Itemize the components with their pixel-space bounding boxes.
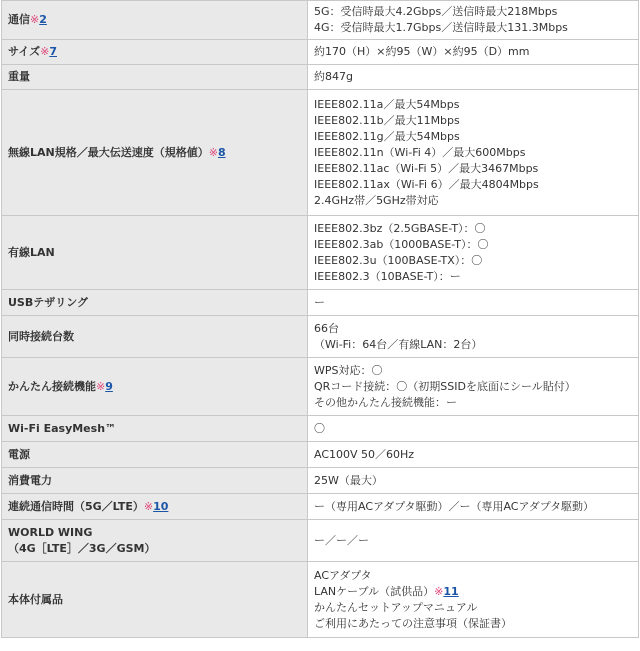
note-mark: ※ (143, 499, 154, 513)
value-line: IEEE802.11a／最大54Mbps (314, 97, 460, 111)
value-line: IEEE802.11b／最大11Mbps (314, 113, 460, 127)
row-value (308, 290, 639, 316)
note-mark: ※ (434, 584, 444, 598)
note-mark: ※ (208, 145, 218, 159)
row-label (2, 90, 308, 216)
label-text: USBテザリング (8, 295, 89, 309)
label-subtext: （4G［LTE］／3G／GSM） (8, 541, 156, 555)
value-line: 66台 (314, 321, 339, 335)
row-power (2, 442, 639, 468)
row-accessories (2, 562, 639, 638)
row-value (308, 562, 639, 638)
row-usb-tethering (2, 290, 639, 316)
row-label (2, 316, 308, 358)
value-line: （Wi-Fi：64台／有線LAN：2台） (314, 337, 483, 351)
row-consumption (2, 468, 639, 494)
row-value (308, 40, 639, 65)
label-text: 連続通信時間（5G／LTE） (8, 499, 144, 513)
label-text: 同時接続台数 (8, 329, 74, 343)
row-world-wing (2, 520, 639, 562)
value-line: IEEE802.11n（Wi-Fi 4）／最大600Mbps (314, 145, 526, 159)
label-text: 重量 (8, 70, 30, 83)
note-mark: ※ (40, 45, 50, 58)
row-tsushin (2, 1, 639, 40)
note-link[interactable]: 2 (39, 13, 47, 26)
row-label (2, 1, 308, 40)
row-value (308, 468, 639, 494)
value-line: IEEE802.3（10BASE-T）：ー (314, 269, 461, 283)
label-text: 電源 (8, 447, 30, 461)
note-link[interactable]: 11 (443, 584, 459, 598)
row-label (2, 442, 308, 468)
label-text: サイズ (8, 45, 41, 58)
row-value (308, 90, 639, 216)
row-label (2, 40, 308, 65)
label-text: 無線LAN規格／最大伝送速度（規格値） (8, 145, 209, 159)
note-mark: ※ (96, 379, 106, 393)
value-line: IEEE802.11ac（Wi-Fi 5）／最大3467Mbps (314, 161, 539, 175)
value-line: 〇 (314, 421, 325, 435)
value-line: IEEE802.3u（100BASE-TX）：〇 (314, 253, 483, 267)
value-line: 約847g (314, 70, 353, 83)
row-value (308, 1, 639, 40)
value-line: IEEE802.3ab（1000BASE-T）：〇 (314, 237, 489, 251)
value-line: かんたんセットアップマニュアル (314, 600, 478, 614)
row-label (2, 290, 308, 316)
value-line: ー（専用ACアダプタ駆動）／ー（専用ACアダプタ駆動） (314, 499, 594, 513)
label-text: 本体付属品 (8, 592, 63, 606)
spec-table (1, 0, 639, 638)
label-text: 有線LAN (8, 245, 55, 259)
value-line: 4G：受信時最大1.7Gbps／送信時最大131.3Mbps (314, 21, 568, 34)
value-line: IEEE802.3bz（2.5GBASE-T）：〇 (314, 221, 486, 235)
row-label (2, 358, 308, 416)
row-size (2, 40, 639, 65)
row-value (308, 520, 639, 562)
row-value (308, 416, 639, 442)
value-text: LANケーブル（試供品） (314, 584, 435, 598)
note-link[interactable]: 10 (153, 499, 169, 513)
row-wired-lan (2, 216, 639, 290)
row-value (308, 216, 639, 290)
row-value (308, 358, 639, 416)
note-link[interactable]: 8 (217, 145, 226, 159)
row-label (2, 468, 308, 494)
value-line (314, 584, 632, 600)
label-text: WORLD WING (8, 525, 93, 539)
note-link[interactable]: 9 (105, 379, 113, 393)
value-line: その他かんたん接続機能：ー (314, 395, 457, 409)
value-line: 2.4GHz帯／5GHz帯対応 (314, 193, 439, 207)
row-label (2, 520, 308, 562)
value-line: AC100V 50／60Hz (314, 447, 415, 461)
value-line: WPS対応：〇 (314, 363, 383, 377)
row-label (2, 416, 308, 442)
row-value (308, 65, 639, 90)
row-value (308, 442, 639, 468)
note-mark: ※ (30, 13, 40, 26)
value-line: 5G：受信時最大4.2Gbps／送信時最大218Mbps (314, 5, 558, 18)
row-weight (2, 65, 639, 90)
note-link[interactable]: 7 (49, 45, 57, 58)
value-line: IEEE802.11ax（Wi-Fi 6）／最大4804Mbps (314, 177, 539, 191)
value-line: ACアダプタ (314, 568, 372, 582)
value-line: 25W（最大） (314, 473, 383, 487)
row-label (2, 562, 308, 638)
value-line: ー (314, 295, 325, 309)
row-label (2, 216, 308, 290)
label-text: 消費電力 (8, 473, 52, 487)
value-line: ご利用にあたっての注意事項（保証書） (314, 616, 512, 630)
row-label (2, 65, 308, 90)
label-text: Wi-Fi EasyMesh™ (8, 421, 117, 435)
label-text: かんたん接続機能 (8, 379, 96, 393)
value-line: IEEE802.11g／最大54Mbps (314, 129, 460, 143)
value-line: QRコード接続：〇（初期SSIDを底面にシール貼付） (314, 379, 576, 393)
value-line: 約170（H）×約95（W）×約95（D）mm (314, 45, 530, 58)
row-value (308, 316, 639, 358)
row-easymesh (2, 416, 639, 442)
row-continuous (2, 494, 639, 520)
row-simultaneous (2, 316, 639, 358)
row-wireless-lan (2, 90, 639, 216)
label-text: 通信 (8, 13, 30, 26)
row-label (2, 494, 308, 520)
row-value (308, 494, 639, 520)
value-line: ー／ー／ー (314, 533, 369, 547)
row-easy-connect (2, 358, 639, 416)
